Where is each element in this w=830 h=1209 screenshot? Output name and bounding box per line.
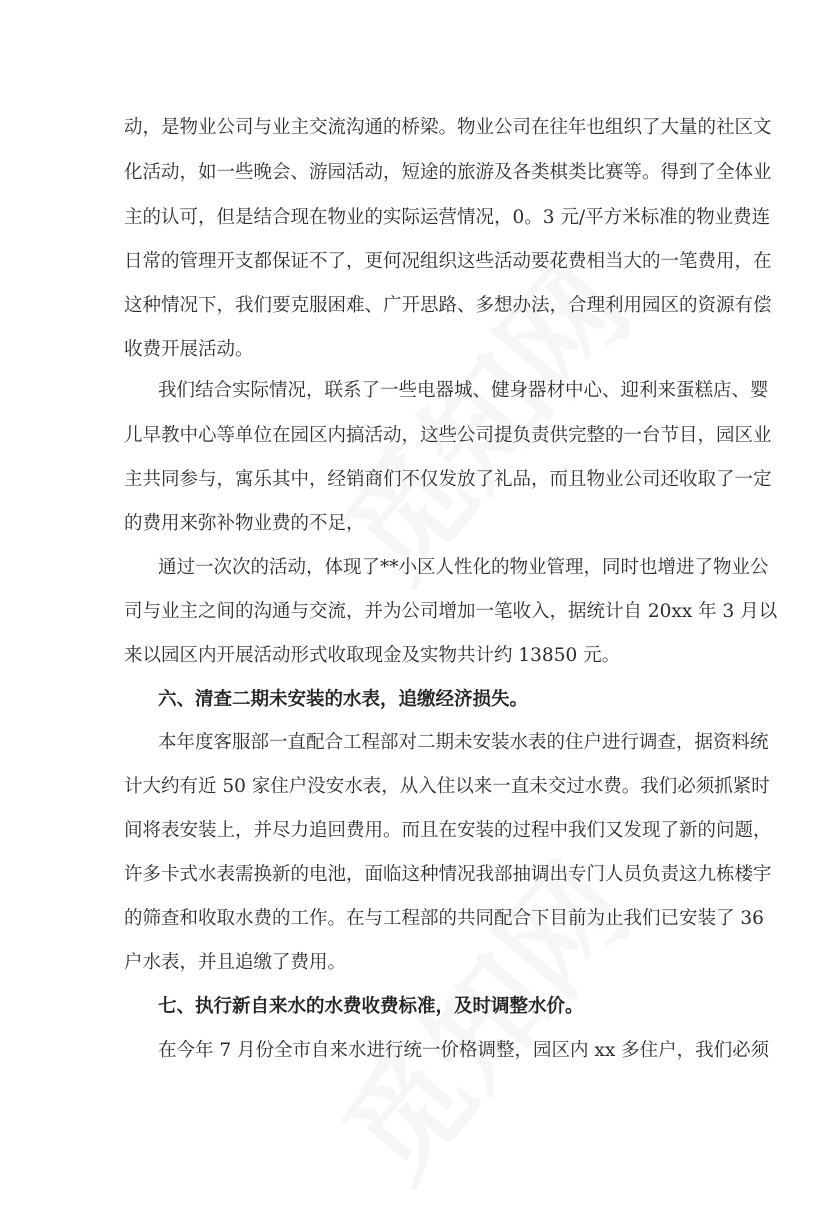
paragraph-line: 主的认可，但是结合现在物业的实际运营情况，0。3 元/平方米标准的物业费连 (124, 207, 771, 228)
paragraph-line: 收费开展活动。 (124, 339, 254, 360)
paragraph-line: 主共同参与，寓乐其中，经销商们不仅发放了礼品，而且物业公司还收取了一定 (124, 469, 772, 490)
paragraph-line: 许多卡式水表需换新的电池，面临这种情况我部抽调出专门人员负责这九栋楼宇 (124, 864, 772, 885)
paragraph-line: 我们结合实际情况，联系了一些电器城、健身器材中心、迎利来蛋糕店、婴 (158, 380, 769, 401)
paragraph-line: 这种情况下，我们要克服困难、广开思路、多想办法，合理利用园区的资源有偿 (124, 295, 772, 316)
paragraph-line: 的筛查和收取水费的工作。在与工程部的共同配合下目前为止我们已安装了 36 (124, 908, 764, 929)
paragraph-line: 通过一次次的活动，体现了**小区人性化的物业管理，同时也增进了物业公 (158, 557, 769, 578)
paragraph-line: 计大约有近 50 家住户没安水表，从入住以来一直未交过水费。我们必须抓紧时 (124, 776, 770, 797)
paragraph-line: 儿早教中心等单位在园区内搞活动，这些公司提负责供完整的一台节目，园区业 (124, 425, 772, 446)
paragraph-line: 户水表，并且追缴了费用。 (124, 952, 347, 973)
paragraph-line: 间将表安装上，并尽力追回费用。而且在安装的过程中我们又发现了新的问题， (124, 820, 772, 841)
paragraph-line: 司与业主之间的沟通与交流，并为公司增加一笔收入，据统计自 20xx 年 3 月以 (124, 601, 778, 622)
paragraph-line: 日常的管理开支都保证不了，更何况组织这些活动要花费相当大的一笔费用，在 (124, 251, 772, 272)
section-heading: 七、执行新自来水的水费收费标准，及时调整水价。 (158, 996, 584, 1017)
paragraph-line: 来以园区内开展活动形式收取现金及实物共计约 13850 元。 (124, 645, 621, 666)
paragraph-line: 本年度客服部一直配合工程部对二期未安装水表的住户进行调查，据资料统 (158, 732, 769, 753)
paragraph-line: 动，是物业公司与业主交流沟通的桥梁。物业公司在往年也组织了大量的社区文 (124, 117, 772, 138)
paragraph-line: 的费用来弥补物业费的不足， (124, 513, 365, 534)
watermark (298, 223, 661, 609)
paragraph-line: 化活动，如一些晚会、游园活动，短途的旅游及各类棋类比赛等。得到了全体业 (124, 162, 772, 183)
paragraph-line: 在今年 7 月份全市自来水进行统一价格调整，园区内 xx 多住户，我们必须 (158, 1040, 770, 1061)
section-heading: 六、清查二期未安装的水表，追缴经济损失。 (158, 689, 529, 710)
